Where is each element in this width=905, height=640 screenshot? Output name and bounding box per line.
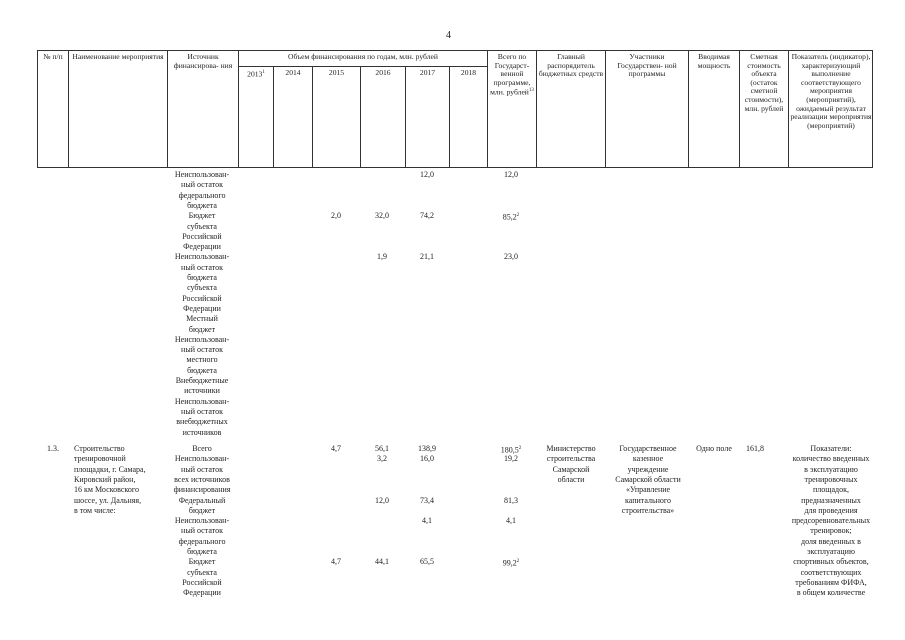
value-y2016: 56,1: [375, 444, 389, 453]
col-line: [605, 50, 606, 168]
table-header: [0, 50, 905, 168]
source-line: ный остаток: [181, 464, 223, 474]
indicator-line: спортивных объектов,: [793, 557, 869, 567]
item-name-line: шоссе, ул. Дальняя,: [74, 495, 142, 505]
header-num: № п/п: [43, 52, 63, 61]
year-2013-label: 2013: [247, 69, 263, 79]
header-top-border: [37, 50, 873, 51]
value-y2015: 4,7: [331, 444, 341, 453]
header-participants: Участники Государствен- ной программы: [617, 52, 677, 79]
col-line: [788, 50, 789, 168]
value-y2017: 4,1: [422, 516, 432, 526]
header-year-2015: 2015: [328, 68, 345, 77]
value-total: [488, 252, 534, 261]
header-cost: Сметная стоимость объекта (остаток сметной стоимости), млн. рублей: [744, 52, 784, 113]
source-line: финансирования: [173, 485, 231, 495]
participants-line: капитального: [625, 495, 671, 505]
source-line: Неиспользован-: [174, 334, 230, 344]
source-line: Федеральный: [178, 495, 226, 505]
value-y2015: 4,7: [331, 557, 341, 567]
header-year-2014: 2014: [285, 68, 301, 77]
item-number: 1.3.: [47, 444, 59, 453]
value-y2017: 74,2: [420, 211, 434, 221]
indicator-line: тренировок;: [810, 526, 852, 536]
indicator-line: в эксплуатацию: [804, 464, 858, 474]
col-line: [37, 50, 38, 168]
indicator-line: тренировочных: [804, 474, 858, 484]
source-line: Неиспользован-: [174, 454, 230, 464]
value-y2016: 3,2: [377, 454, 387, 464]
source-line: федерального: [178, 190, 226, 200]
page-number: 4: [446, 30, 451, 41]
source-line: Всего: [192, 444, 212, 453]
value-total: [488, 170, 534, 179]
participants-line: Самарской области: [615, 474, 681, 484]
header-volume: Объем финансирования по годам, млн. рублей: [288, 52, 438, 61]
indicator-line: требованиям ФИФА,: [795, 577, 867, 587]
year-2013-sup: 1: [262, 70, 265, 75]
value-total: [488, 516, 534, 525]
indicator-line: количество введенных: [792, 454, 870, 464]
item-name-line: площадки, г. Самара,: [74, 464, 146, 474]
value-y2016: 1,9: [377, 252, 387, 262]
header-total-text: Всего по Государст- венной программе, млн. рублей: [490, 52, 531, 97]
item-name-line: тренировочной: [74, 454, 126, 464]
header-year-2016: 2016: [375, 68, 391, 77]
header-manager: Главный распорядитель бюджетных средств: [538, 52, 604, 79]
value-y2017: 12,0: [420, 170, 434, 179]
manager-line: строительства: [546, 454, 596, 464]
total-value: 4,1: [506, 516, 516, 526]
value-total: [488, 454, 534, 463]
col-line: [536, 50, 537, 168]
value-y2016: 12,0: [375, 495, 389, 505]
header-year-2018: 2018: [460, 68, 477, 77]
source-line: ный остаток: [181, 526, 223, 536]
total-footnote: 2: [516, 213, 520, 219]
source-line: местного: [186, 355, 218, 365]
value-y2016: 32,0: [375, 211, 389, 221]
col-line: [487, 50, 488, 168]
total-footnote: 2: [518, 446, 522, 451]
total-value: 19,2: [504, 454, 518, 464]
indicator-line: Показатели:: [810, 444, 852, 453]
participants-line: казенное: [632, 454, 664, 464]
source-line: ный остаток: [181, 406, 223, 416]
source-line: Федерации: [183, 588, 221, 598]
indicator-line: соответствующих: [800, 567, 862, 577]
header-name: Наименование мероприятия: [72, 52, 164, 61]
source-line: бюджета: [187, 200, 217, 210]
source-line: Федерации: [183, 242, 221, 252]
source-line: субъекта: [187, 283, 217, 293]
value-total: [488, 557, 534, 568]
header-total-sup: 13: [528, 88, 534, 94]
source-line: ный остаток: [181, 262, 223, 272]
source-line: бюджета: [187, 547, 217, 556]
header-indicator: Показатель (индикатор), характеризующий выполнение соответствующего мероприятия (мероприятий), ожидаемый результат реализации мероприятия (мероприятий): [790, 52, 872, 130]
col-line: [167, 50, 168, 168]
source-line: бюджета: [187, 273, 217, 282]
source-line: Неиспользован-: [174, 252, 230, 262]
value-y2017: 138,9: [418, 444, 436, 453]
header-capacity: Вводимая мощность: [697, 52, 731, 70]
col-line: [360, 66, 361, 168]
source-line: субъекта: [187, 567, 217, 577]
value-total: [488, 211, 534, 222]
capacity-value: Одно поле: [696, 444, 732, 453]
source-line: Местный: [186, 314, 218, 324]
header-year-2017: 2017: [419, 68, 436, 77]
total-value: 23,0: [504, 252, 518, 262]
source-line: Российской: [182, 293, 222, 303]
col-line: [68, 50, 69, 168]
total-value: 180,5: [500, 445, 519, 455]
source-line: источников: [182, 427, 222, 437]
value-y2017: 21,1: [420, 252, 434, 262]
source-line: бюджета: [187, 365, 217, 375]
value-y2016: 44,1: [375, 557, 389, 567]
indicator-line: для проведения: [804, 505, 858, 515]
header-bottom-border: [37, 167, 873, 168]
source-line: Российской: [182, 577, 222, 587]
source-line: Внебюджетные: [175, 376, 229, 385]
col-line: [405, 66, 406, 168]
item-name-line: Кировский район,: [74, 474, 136, 484]
manager-line: области: [557, 474, 585, 484]
indicator-line: площадок,: [813, 485, 849, 495]
participants-line: учреждение: [627, 464, 669, 474]
col-line: [273, 66, 274, 168]
value-y2017: 16,0: [420, 454, 434, 464]
total-value: 81,3: [504, 495, 518, 505]
manager-line: Министерство: [546, 444, 596, 453]
col-line: [872, 50, 873, 168]
value-total: [488, 496, 534, 505]
source-line: всех источников: [174, 474, 230, 484]
source-line: Бюджет: [188, 211, 216, 221]
participants-line: «Управление: [625, 485, 671, 495]
source-line: ный остаток: [181, 345, 223, 355]
manager-line: Самарской: [552, 464, 590, 474]
indicator-line: предсоревновательных: [791, 516, 871, 526]
source-line: ный остаток: [181, 180, 223, 190]
value-y2017: 65,5: [420, 557, 434, 567]
source-line: федерального: [178, 536, 226, 546]
participants-line: Государственное: [619, 444, 677, 453]
indicator-line: доля введенных в: [801, 536, 861, 546]
source-line: Неиспользован-: [174, 170, 230, 179]
years-divider: [238, 66, 487, 67]
value-total: [488, 444, 534, 455]
source-line: Бюджет: [188, 557, 216, 567]
source-line: Неиспользован-: [174, 396, 230, 406]
source-line: субъекта: [187, 221, 217, 231]
source-line: внебюджетных: [176, 417, 228, 427]
header-source: Источник финансирова- ния: [173, 52, 233, 70]
value-y2015: 2,0: [331, 211, 341, 221]
header-total: [489, 53, 535, 98]
indicator-line: в общем количестве: [796, 588, 866, 598]
cost-value: 161,8: [746, 444, 764, 453]
source-line: источники: [184, 386, 220, 396]
indicator-line: эксплуатацию: [807, 547, 855, 556]
total-value: 85,2: [502, 212, 517, 222]
source-line: бюджет: [188, 324, 216, 334]
total-value: 12,0: [504, 170, 518, 179]
col-line: [312, 66, 313, 168]
source-line: Неиспользован-: [174, 516, 230, 526]
item-name-line: в том числе:: [74, 505, 116, 515]
col-line: [688, 50, 689, 168]
indicator-line: предназначенных: [801, 495, 861, 505]
total-footnote: 2: [516, 559, 520, 565]
col-line: [449, 66, 450, 168]
total-value: 99,2: [502, 558, 517, 568]
source-line: бюджет: [188, 505, 216, 515]
col-line: [238, 50, 239, 168]
item-name-line: 16 км Московского: [74, 485, 139, 495]
item-name-line: Строительство: [74, 444, 125, 453]
value-y2017: 73,4: [420, 495, 434, 505]
source-line: Российской: [182, 231, 222, 241]
participants-line: строительства»: [621, 505, 675, 515]
header-year-2013: [239, 69, 273, 79]
source-line: Федерации: [183, 303, 221, 313]
